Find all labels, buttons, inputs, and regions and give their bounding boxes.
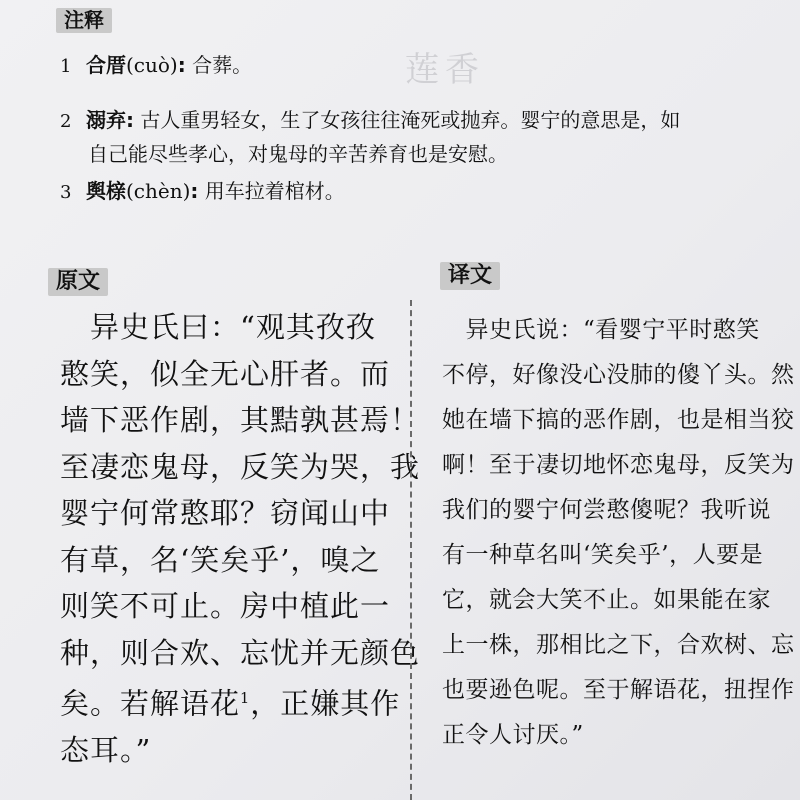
translation-heading: 译文 [440,262,500,290]
translation-text [442,308,795,758]
notes-heading: 注释 [56,8,112,33]
column-divider [410,300,412,800]
note-colon: : [126,108,134,132]
translation-line: 它，就会大笑不止。如果能在家 [442,587,771,613]
footnote-mark: 1 [240,691,251,707]
original-heading: 原文 [48,268,108,296]
original-line: 婴宁何常憨耶？窃闻山中 [60,496,391,530]
original-line: 憨笑，似全无心肝者。而 [60,356,391,391]
original-line: 种，则合欢、忘忧并无颜色 [60,635,421,670]
translation-line: 也要逊色呢。至于解语花，扭捏作 [442,677,795,703]
translation-line: 我们的婴宁何尝憨傻呢？我听说 [442,497,771,523]
note-text: 自己能尽些孝心，对鬼母的辛苦养育也是安慰。 [88,142,508,166]
note-item-2-continuation [88,137,508,171]
note-term: 溺弃 [86,108,126,132]
note-text: 合葬。 [185,53,253,77]
note-item-1 [60,48,252,84]
note-term: 舆榇 [86,179,126,203]
original-line [60,676,420,727]
translation-line: 有一种草名叫‘笑矣乎’，人要是 [442,542,764,568]
ghost-title: 莲香 [405,50,485,90]
original-line-tail: ，正嫌其作 [250,686,401,721]
note-pinyin: (cuò) [126,53,178,77]
original-line: 有草，名‘笑矣乎’，嗅之 [60,542,381,577]
original-line: 至凄恋鬼母，反笑为哭，我 [60,449,421,484]
translation-line: 异史氏说：“看婴宁平时憨笑 [442,317,760,343]
note-colon: : [190,179,199,203]
original-line: 异史氏曰：“观其孜孜 [60,310,376,344]
note-number: 3 [60,182,72,203]
translation-line: 不停，好像没心没肺的傻丫头。然 [442,362,795,388]
note-term: 合厝 [86,53,126,77]
note-number: 2 [60,111,72,132]
original-line: 则笑不可止。房中植此一 [60,589,391,623]
original-line: 墙下恶作剧，其黠孰甚焉！ [60,403,421,437]
note-text: 古人重男轻女，生了女孩往往淹死或抛弃。婴宁的意思是，如 [134,108,681,132]
note-item-2 [60,103,680,139]
note-pinyin: (chèn) [126,179,191,203]
translation-line: 正令人讨厌。” [442,722,584,748]
translation-line: 她在墙下搞的恶作剧，也是相当狡 [442,407,795,433]
note-number: 1 [60,56,72,77]
original-line: 态耳。” [60,733,152,768]
translation-line: 啊！至于凄切地怀恋鬼母，反笑为 [442,452,795,478]
note-colon: : [177,53,186,77]
original-line-head: 矣。若解语花 [60,686,241,721]
translation-line: 上一株，那相比之下，合欢树、忘 [442,632,795,658]
note-item-3 [60,174,345,210]
note-text: 用车拉着棺材。 [198,179,345,203]
original-text [60,304,420,774]
